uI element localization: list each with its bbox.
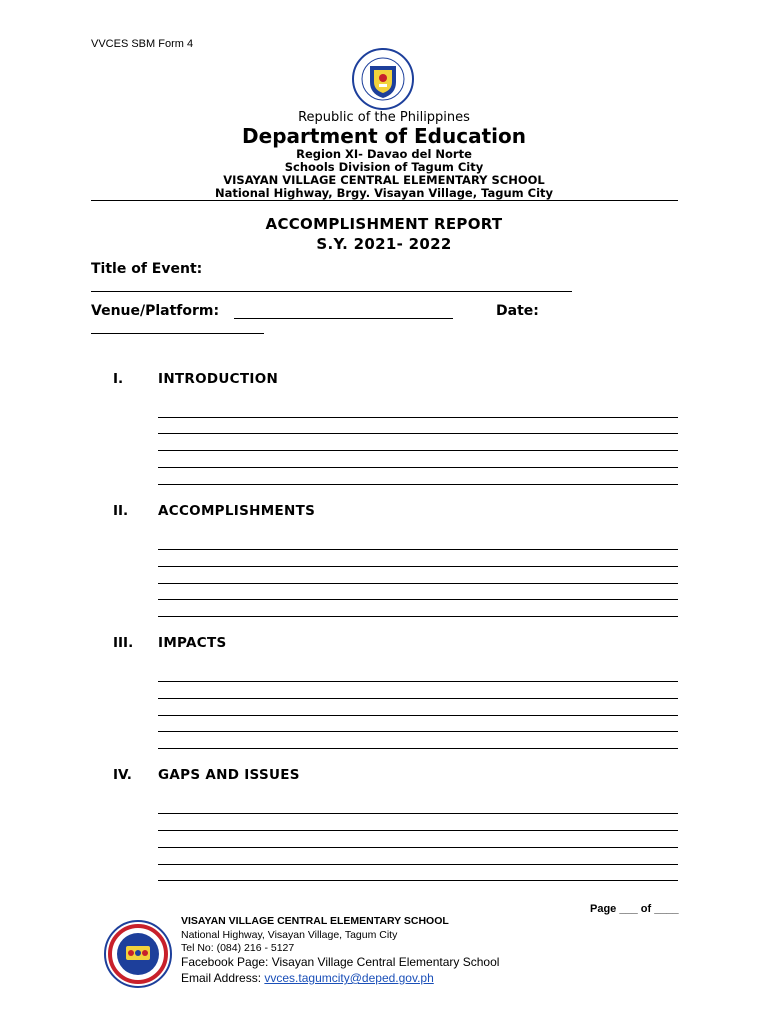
answer-line[interactable] [158, 417, 678, 418]
school-year: S.Y. 2021- 2022 [316, 235, 452, 253]
section-number: II. [113, 503, 129, 519]
school-logo-icon [104, 920, 172, 988]
footer-tel: Tel No: (084) 216 - 5127 [181, 942, 295, 954]
school-line: VISAYAN VILLAGE CENTRAL ELEMENTARY SCHOOL [223, 173, 545, 187]
title-of-event-blank[interactable] [91, 291, 572, 292]
answer-line[interactable] [158, 864, 678, 865]
date-blank[interactable] [91, 333, 264, 334]
form-code: VVCES SBM Form 4 [91, 38, 194, 50]
venue-blank[interactable] [234, 318, 453, 319]
answer-line[interactable] [158, 748, 678, 749]
region-line: Region XI- Davao del Norte [296, 147, 472, 161]
division-line: Schools Division of Tagum City [284, 160, 484, 174]
section-number: I. [113, 371, 124, 387]
report-title: ACCOMPLISHMENT REPORT [265, 215, 503, 233]
section-title-impacts: IMPACTS [158, 635, 227, 651]
title-of-event-label: Title of Event: [91, 261, 203, 277]
address-line: National Highway, Brgy. Visayan Village, Tagum City [214, 186, 554, 200]
answer-line[interactable] [158, 830, 678, 831]
answer-line[interactable] [158, 549, 678, 550]
section-number: IV. [113, 767, 132, 783]
section-title-accomplishments: ACCOMPLISHMENTS [158, 503, 316, 519]
answer-line[interactable] [158, 698, 678, 699]
section-title-introduction: INTRODUCTION [158, 371, 279, 387]
answer-line[interactable] [158, 731, 678, 732]
answer-line[interactable] [158, 813, 678, 814]
answer-line[interactable] [158, 616, 678, 617]
section-title-gaps-and-issues: GAPS AND ISSUES [158, 767, 300, 783]
header-divider [91, 200, 678, 201]
answer-line[interactable] [158, 467, 678, 468]
footer-email-row [181, 971, 434, 985]
answer-line[interactable] [158, 583, 678, 584]
date-label: Date: [496, 303, 539, 319]
footer-school-name: VISAYAN VILLAGE CENTRAL ELEMENTARY SCHOOL [181, 915, 449, 927]
answer-line[interactable] [158, 847, 678, 848]
answer-line[interactable] [158, 433, 678, 434]
deped-seal-icon [348, 48, 418, 110]
answer-line[interactable] [158, 450, 678, 451]
footer-facebook: Facebook Page: Visayan Village Central Elementary School [181, 955, 500, 969]
answer-line[interactable] [158, 566, 678, 567]
department-title: Department of Education [242, 124, 526, 148]
footer-email-link[interactable]: vvces.tagumcity@deped.gov.ph [264, 971, 434, 985]
answer-line[interactable] [158, 715, 678, 716]
answer-line[interactable] [158, 880, 678, 881]
answer-line[interactable] [158, 681, 678, 682]
footer-email-label: Email Address: [181, 971, 265, 985]
section-number: III. [113, 635, 134, 651]
page-counter: Page ___ of ____ [590, 903, 679, 915]
venue-label: Venue/Platform: [91, 303, 220, 319]
footer-address: National Highway, Visayan Village, Tagum City [181, 929, 398, 941]
republic-line: Republic of the Philippines [298, 110, 470, 125]
answer-line[interactable] [158, 599, 678, 600]
answer-line[interactable] [158, 484, 678, 485]
